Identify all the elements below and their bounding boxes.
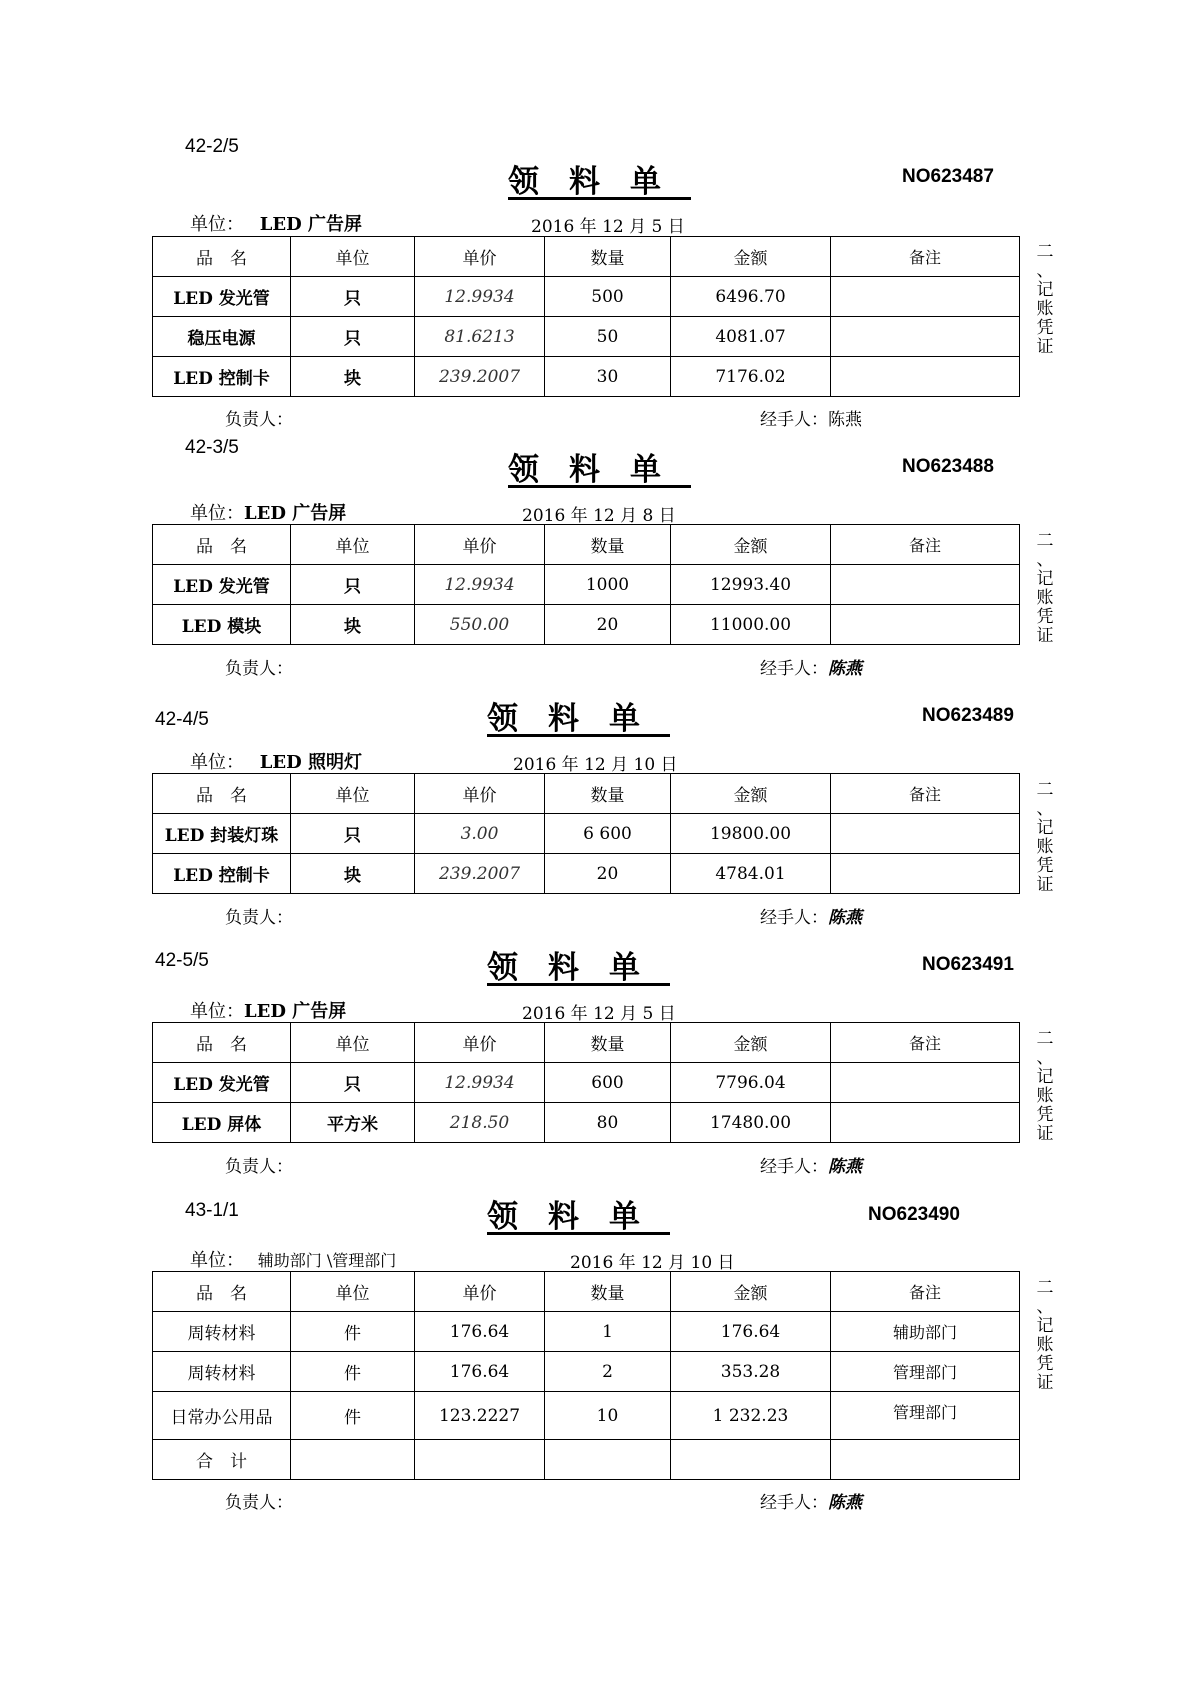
responsible-label: 负责人： bbox=[225, 1493, 293, 1513]
header-name: 品 名 bbox=[153, 1023, 291, 1063]
side-char: 证 bbox=[1036, 337, 1054, 357]
item-name: LED 发光管 bbox=[153, 1063, 291, 1103]
item-amount: 176.64 bbox=[671, 1312, 831, 1352]
responsible-label: 负责人： bbox=[225, 659, 293, 679]
item-qty: 6 600 bbox=[545, 814, 671, 854]
header-unit: 单位 bbox=[291, 774, 415, 814]
side-num: 二 bbox=[1036, 531, 1054, 551]
unit-value: 辅助部门 \管理部门 bbox=[257, 1251, 397, 1270]
side-char: 账 bbox=[1036, 837, 1054, 857]
form-number: NO623491 bbox=[922, 954, 1014, 975]
unit-value: LED 广告屏 bbox=[244, 503, 347, 524]
item-price: 176.64 bbox=[415, 1312, 545, 1352]
table-row bbox=[153, 1392, 1020, 1440]
side-note bbox=[1034, 532, 1056, 646]
table-row bbox=[153, 1352, 1020, 1392]
item-unit: 块 bbox=[291, 605, 415, 645]
form-sequence: 43-1/1 bbox=[185, 1200, 239, 1221]
side-char: 记 bbox=[1036, 569, 1054, 589]
item-amount: 7796.04 bbox=[671, 1063, 831, 1103]
header-remark: 备注 bbox=[831, 525, 1020, 565]
item-remark bbox=[831, 565, 1020, 605]
form-number: NO623487 bbox=[902, 166, 994, 187]
unit-line bbox=[190, 210, 362, 236]
side-char: 证 bbox=[1036, 1373, 1054, 1393]
item-unit: 件 bbox=[291, 1392, 415, 1440]
form-number: NO623489 bbox=[922, 705, 1014, 726]
side-note bbox=[1034, 781, 1056, 895]
item-name: LED 发光管 bbox=[153, 565, 291, 605]
item-remark: 管理部门 bbox=[831, 1352, 1020, 1392]
total-cell bbox=[671, 1440, 831, 1480]
item-price: 81.6213 bbox=[415, 317, 545, 357]
item-price: 218.50 bbox=[415, 1103, 545, 1143]
side-char: 凭 bbox=[1036, 856, 1054, 876]
header-qty: 数量 bbox=[545, 774, 671, 814]
header-name: 品 名 bbox=[153, 774, 291, 814]
unit-line bbox=[190, 1246, 396, 1272]
form-sequence: 42-4/5 bbox=[155, 709, 209, 730]
table-row bbox=[153, 605, 1020, 645]
unit-line bbox=[190, 748, 362, 774]
handler bbox=[760, 654, 862, 679]
table-row bbox=[153, 1312, 1020, 1352]
header-price: 单价 bbox=[415, 1272, 545, 1312]
form-title: 领料单 bbox=[487, 701, 670, 737]
form-date: 2016 年 12 月 5 日 bbox=[522, 1004, 676, 1024]
side-note bbox=[1034, 1279, 1056, 1393]
item-amount: 4784.01 bbox=[671, 854, 831, 894]
header-amount: 金额 bbox=[671, 1023, 831, 1063]
header-unit: 单位 bbox=[291, 1272, 415, 1312]
header-remark: 备注 bbox=[831, 1023, 1020, 1063]
item-remark bbox=[831, 1063, 1020, 1103]
header-qty: 数量 bbox=[545, 1272, 671, 1312]
side-char: 记 bbox=[1036, 1316, 1054, 1336]
form-number: NO623490 bbox=[868, 1204, 960, 1225]
item-amount: 19800.00 bbox=[671, 814, 831, 854]
side-char: 账 bbox=[1036, 1335, 1054, 1355]
table-row bbox=[153, 1103, 1020, 1143]
table-header-row bbox=[153, 237, 1020, 277]
item-price: 239.2007 bbox=[415, 357, 545, 397]
side-comma: 、 bbox=[1036, 261, 1054, 281]
unit-label: 单位： bbox=[190, 752, 244, 773]
side-char: 证 bbox=[1036, 875, 1054, 895]
unit-label: 单位： bbox=[190, 214, 244, 235]
side-char: 记 bbox=[1036, 1067, 1054, 1087]
responsible-label: 负责人： bbox=[225, 908, 293, 928]
unit-label: 单位： bbox=[190, 1250, 244, 1271]
requisition-table bbox=[152, 773, 1020, 894]
item-remark: 辅助部门 bbox=[831, 1312, 1020, 1352]
item-amount: 12993.40 bbox=[671, 565, 831, 605]
table-header-row bbox=[153, 1272, 1020, 1312]
unit-value: LED 广告屏 bbox=[259, 214, 362, 235]
item-name: LED 发光管 bbox=[153, 277, 291, 317]
item-name: 日常办公用品 bbox=[153, 1392, 291, 1440]
unit-label: 单位： bbox=[190, 1001, 244, 1022]
header-remark: 备注 bbox=[831, 237, 1020, 277]
item-qty: 1 bbox=[545, 1312, 671, 1352]
requisition-table bbox=[152, 1271, 1020, 1480]
side-char: 凭 bbox=[1036, 1105, 1054, 1125]
item-name: LED 控制卡 bbox=[153, 357, 291, 397]
header-name: 品 名 bbox=[153, 525, 291, 565]
unit-value: LED 照明灯 bbox=[259, 752, 362, 773]
table-row bbox=[153, 357, 1020, 397]
handler bbox=[760, 405, 862, 430]
unit-label: 单位： bbox=[190, 503, 244, 524]
unit-value: LED 广告屏 bbox=[244, 1001, 347, 1022]
item-qty: 80 bbox=[545, 1103, 671, 1143]
requisition-table bbox=[152, 1022, 1020, 1143]
header-amount: 金额 bbox=[671, 525, 831, 565]
table-header-row bbox=[153, 525, 1020, 565]
item-remark bbox=[831, 317, 1020, 357]
handler-value: 陈燕 bbox=[828, 1157, 862, 1177]
item-price: 550.00 bbox=[415, 605, 545, 645]
requisition-table bbox=[152, 236, 1020, 397]
side-char: 账 bbox=[1036, 1086, 1054, 1106]
header-remark: 备注 bbox=[831, 774, 1020, 814]
item-amount: 6496.70 bbox=[671, 277, 831, 317]
header-name: 品 名 bbox=[153, 237, 291, 277]
item-unit: 只 bbox=[291, 1063, 415, 1103]
form-sequence: 42-3/5 bbox=[185, 437, 239, 458]
side-comma: 、 bbox=[1036, 1297, 1054, 1317]
item-name: 周转材料 bbox=[153, 1312, 291, 1352]
item-name: 稳压电源 bbox=[153, 317, 291, 357]
item-amount: 353.28 bbox=[671, 1352, 831, 1392]
item-qty: 10 bbox=[545, 1392, 671, 1440]
side-char: 账 bbox=[1036, 299, 1054, 319]
item-price: 239.2007 bbox=[415, 854, 545, 894]
side-char: 凭 bbox=[1036, 1354, 1054, 1374]
handler-label: 经手人： bbox=[760, 659, 828, 679]
side-num: 二 bbox=[1036, 242, 1054, 262]
item-remark bbox=[831, 277, 1020, 317]
form-number: NO623488 bbox=[902, 456, 994, 477]
table-row bbox=[153, 565, 1020, 605]
handler bbox=[760, 1152, 862, 1177]
side-comma: 、 bbox=[1036, 550, 1054, 570]
item-unit: 块 bbox=[291, 357, 415, 397]
item-price: 176.64 bbox=[415, 1352, 545, 1392]
item-qty: 30 bbox=[545, 357, 671, 397]
total-cell bbox=[291, 1440, 415, 1480]
table-row bbox=[153, 854, 1020, 894]
total-cell bbox=[545, 1440, 671, 1480]
item-unit: 平方米 bbox=[291, 1103, 415, 1143]
item-name: LED 控制卡 bbox=[153, 854, 291, 894]
form-sequence: 42-2/5 bbox=[185, 136, 239, 157]
form-sequence: 42-5/5 bbox=[155, 950, 209, 971]
total-row bbox=[153, 1440, 1020, 1480]
header-unit: 单位 bbox=[291, 237, 415, 277]
side-note bbox=[1034, 243, 1056, 357]
item-unit: 只 bbox=[291, 565, 415, 605]
header-unit: 单位 bbox=[291, 1023, 415, 1063]
form-date: 2016 年 12 月 10 日 bbox=[570, 1253, 735, 1273]
header-qty: 数量 bbox=[545, 1023, 671, 1063]
handler-label: 经手人： bbox=[760, 1493, 828, 1513]
responsible-label: 负责人： bbox=[225, 410, 293, 430]
form-date: 2016 年 12 月 8 日 bbox=[522, 506, 676, 526]
side-char: 凭 bbox=[1036, 318, 1054, 338]
header-amount: 金额 bbox=[671, 1272, 831, 1312]
item-price: 123.2227 bbox=[415, 1392, 545, 1440]
table-row bbox=[153, 277, 1020, 317]
item-remark bbox=[831, 605, 1020, 645]
item-unit: 件 bbox=[291, 1352, 415, 1392]
item-qty: 20 bbox=[545, 605, 671, 645]
form-date: 2016 年 12 月 10 日 bbox=[513, 755, 678, 775]
form-date: 2016 年 12 月 5 日 bbox=[531, 217, 685, 237]
form-title: 领料单 bbox=[487, 950, 670, 986]
item-price: 3.00 bbox=[415, 814, 545, 854]
item-unit: 块 bbox=[291, 854, 415, 894]
total-label: 合 计 bbox=[153, 1440, 291, 1480]
handler-label: 经手人： bbox=[760, 1157, 828, 1177]
item-name: 周转材料 bbox=[153, 1352, 291, 1392]
side-char: 账 bbox=[1036, 588, 1054, 608]
header-price: 单价 bbox=[415, 237, 545, 277]
item-name: LED 模块 bbox=[153, 605, 291, 645]
item-amount: 7176.02 bbox=[671, 357, 831, 397]
side-num: 二 bbox=[1036, 1278, 1054, 1298]
item-unit: 只 bbox=[291, 814, 415, 854]
item-unit: 只 bbox=[291, 277, 415, 317]
header-qty: 数量 bbox=[545, 237, 671, 277]
handler-value: 陈燕 bbox=[828, 659, 862, 679]
header-amount: 金额 bbox=[671, 774, 831, 814]
unit-line bbox=[190, 499, 346, 525]
form-title: 领料单 bbox=[508, 164, 691, 200]
responsible-label: 负责人： bbox=[225, 1157, 293, 1177]
table-header-row bbox=[153, 774, 1020, 814]
side-char: 记 bbox=[1036, 818, 1054, 838]
total-cell bbox=[831, 1440, 1020, 1480]
item-qty: 1000 bbox=[545, 565, 671, 605]
item-amount: 17480.00 bbox=[671, 1103, 831, 1143]
side-comma: 、 bbox=[1036, 799, 1054, 819]
form-title: 领料单 bbox=[487, 1199, 670, 1235]
requisition-table bbox=[152, 524, 1020, 645]
handler-value: 陈燕 bbox=[828, 410, 862, 430]
header-unit: 单位 bbox=[291, 525, 415, 565]
handler-value: 陈燕 bbox=[828, 908, 862, 928]
side-char: 证 bbox=[1036, 626, 1054, 646]
item-qty: 500 bbox=[545, 277, 671, 317]
handler-value: 陈燕 bbox=[828, 1493, 862, 1513]
item-qty: 600 bbox=[545, 1063, 671, 1103]
header-price: 单价 bbox=[415, 1023, 545, 1063]
item-remark bbox=[831, 1103, 1020, 1143]
item-unit: 只 bbox=[291, 317, 415, 357]
side-num: 二 bbox=[1036, 1029, 1054, 1049]
item-name: LED 封装灯珠 bbox=[153, 814, 291, 854]
item-remark bbox=[831, 357, 1020, 397]
handler-label: 经手人： bbox=[760, 908, 828, 928]
item-price: 12.9934 bbox=[415, 565, 545, 605]
item-remark bbox=[831, 814, 1020, 854]
item-qty: 2 bbox=[545, 1352, 671, 1392]
item-amount: 4081.07 bbox=[671, 317, 831, 357]
item-amount: 11000.00 bbox=[671, 605, 831, 645]
handler bbox=[760, 1488, 862, 1513]
handler bbox=[760, 903, 862, 928]
header-amount: 金额 bbox=[671, 237, 831, 277]
header-name: 品 名 bbox=[153, 1272, 291, 1312]
item-amount: 1 232.23 bbox=[671, 1392, 831, 1440]
unit-line bbox=[190, 997, 346, 1023]
table-row bbox=[153, 317, 1020, 357]
item-unit: 件 bbox=[291, 1312, 415, 1352]
header-remark: 备注 bbox=[831, 1272, 1020, 1312]
item-price: 12.9934 bbox=[415, 1063, 545, 1103]
total-cell bbox=[415, 1440, 545, 1480]
item-qty: 50 bbox=[545, 317, 671, 357]
side-char: 凭 bbox=[1036, 607, 1054, 627]
header-price: 单价 bbox=[415, 525, 545, 565]
handler-label: 经手人： bbox=[760, 410, 828, 430]
item-remark bbox=[831, 854, 1020, 894]
side-num: 二 bbox=[1036, 780, 1054, 800]
side-comma: 、 bbox=[1036, 1048, 1054, 1068]
side-char: 证 bbox=[1036, 1124, 1054, 1144]
item-remark: 管理部门 bbox=[831, 1392, 1020, 1440]
item-price: 12.9934 bbox=[415, 277, 545, 317]
form-title: 领料单 bbox=[508, 452, 691, 488]
side-char: 记 bbox=[1036, 280, 1054, 300]
table-row bbox=[153, 814, 1020, 854]
table-row bbox=[153, 1063, 1020, 1103]
table-header-row bbox=[153, 1023, 1020, 1063]
side-note bbox=[1034, 1030, 1056, 1144]
item-name: LED 屏体 bbox=[153, 1103, 291, 1143]
item-qty: 20 bbox=[545, 854, 671, 894]
header-price: 单价 bbox=[415, 774, 545, 814]
header-qty: 数量 bbox=[545, 525, 671, 565]
